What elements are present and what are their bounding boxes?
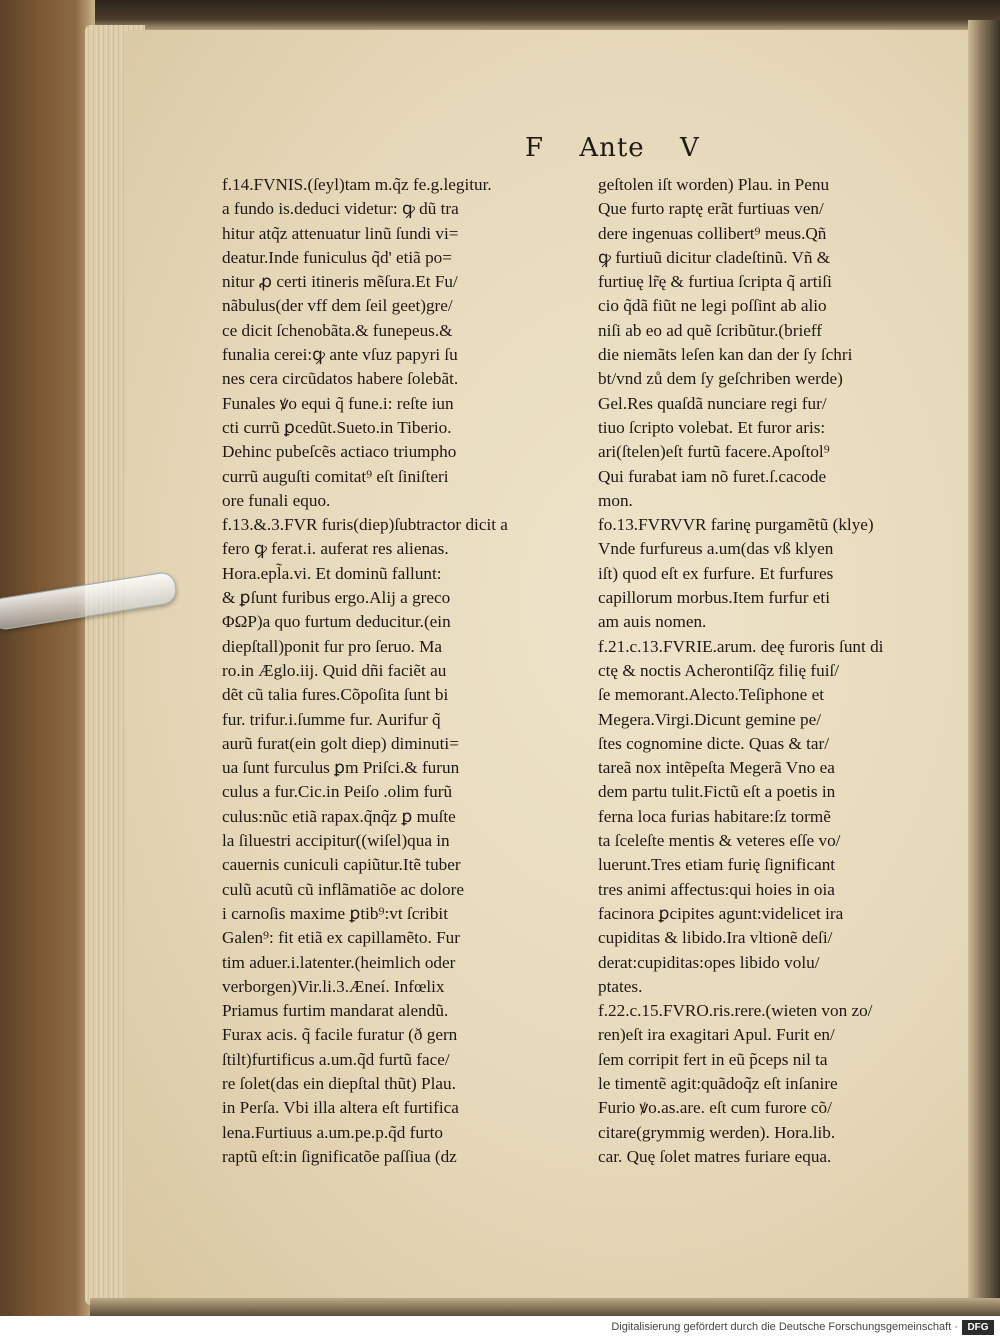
text-line: le timentẽ agit:quãdoq̃z eſt inſanire: [598, 1073, 838, 1093]
text-line: culus:nũc etiã rapax.q̃nq̃z ꝑ muſte: [222, 806, 456, 826]
dfg-logo: DFG: [962, 1320, 994, 1335]
text-line: nes cera circũdatos habere ſolebãt.: [222, 369, 459, 389]
text-line: ren)eſt ira exagitari Apul. Furit en/: [598, 1025, 835, 1045]
text-line: Hora.epl̃a.vi. Et dominũ fallunt:: [222, 563, 442, 583]
text-line: ari(ſtelen)eſt furtũ facere.Apoſtol⁹: [598, 442, 830, 462]
text-line: dere ingenuas collibert⁹ meus.Qñ: [598, 223, 827, 243]
text-line: die niemãts leſen kan dan der ſy ſchri: [598, 345, 853, 365]
text-line: i carnoſis maxime ꝑtib⁹:vt ſcribit: [222, 903, 448, 923]
text-line: Megera.Virgi.Dicunt gemine pe/: [598, 709, 821, 729]
text-line: a fundo is.deduci videtur: ꝙ dũ tra: [222, 199, 459, 219]
text-line: nãbulus(der vff dem ſeil geet)gre/: [222, 296, 453, 316]
text-line: ore funali equo.: [222, 490, 331, 510]
text-line: ce dicit ſchenobãta.& funepeus.&: [222, 320, 453, 340]
header-letter-left: F: [525, 133, 545, 163]
text-line: Funales ꝟo equi q̃ fune.i: reſte iun: [222, 393, 454, 413]
text-line: f.21.c.13.FVRIE.arum. deę furoris ſunt di: [598, 636, 884, 656]
header-letter-right: V: [679, 133, 700, 163]
text-line: Que furto raptę erãt furtiuas ven/: [598, 199, 824, 219]
text-line: aurũ furat(ein golt diep) diminuti=: [222, 733, 459, 753]
text-line: ſtilt)furtificus a.um.q̃d furtũ face/: [222, 1049, 450, 1069]
text-line: tareã nox intẽpeſta Megerã Vno ea: [598, 758, 835, 778]
text-line: facinora ꝑcipites agunt:videlicet ira: [598, 903, 844, 923]
text-line: fur. trifur.i.ſumme fur. Aurifur q̃: [222, 709, 441, 729]
text-line: funalia cerei:ꝙ ante vſuz papyri ſu: [222, 345, 458, 365]
text-line: ſtes cognomine dicte. Quas & tar/: [598, 733, 830, 753]
text-line: diepſtall)ponit fur pro ſeruo. Ma: [222, 636, 443, 656]
text-line: hitur atq̃z attenuatur linũ ſundi vi=: [222, 223, 459, 243]
text-line: Furax acis. q̃ facile furatur (ð gern: [222, 1025, 458, 1045]
text-line: Vnde furfureus a.um(das vß klyen: [598, 539, 834, 559]
text-line: geſtolen iſt worden) Plau. in Penu: [598, 175, 830, 194]
text-line: capillorum morbus.Item furfur eti: [598, 588, 830, 608]
text-line: f.14.FVNIS.(ſeyl)tam m.q̃z fe.g.legitur.: [222, 175, 492, 194]
text-line: cupiditas & libido.Ira vltionẽ deſi/: [598, 928, 833, 948]
funding-notice: Digitalisierung gefördert durch die Deutsche Forschungsgemeinschaft ·: [611, 1321, 958, 1333]
text-line: ΦΩΡ)a quo furtum deducitur.(ein: [222, 612, 451, 632]
left-text-column: [222, 173, 508, 1169]
text-line: ua ſunt furculus ꝑm Priſci.& furun: [222, 758, 460, 778]
text-line: ro.in Æglo.iij. Quid dñi faciẽt au: [222, 660, 447, 680]
running-header: [525, 133, 726, 163]
text-line: bt/vnd zů dem ſy geſchriben werde): [598, 369, 843, 389]
text-line: lena.Furtiuus a.um.pe.p.q̃d furto: [222, 1122, 444, 1142]
text-line: ſem corripit fert in eũ p̃ceps nil ta: [598, 1049, 828, 1069]
text-line: Galen⁹: fit etiã ex capillamẽto. Fur: [222, 928, 460, 948]
text-line: f.13.&.3.FVR furis(diep)ſubtractor dicit a: [222, 515, 508, 535]
book-top-edge: [90, 0, 1000, 32]
text-line: niſi ab eo ad quẽ ſcribũtur.(brieff: [598, 320, 822, 340]
text-line: verborgen)Vir.li.3.Æneí. Infœlix: [222, 976, 445, 996]
text-line: cio q̃dã fiũt ne legi poſſint ab alio: [598, 296, 827, 316]
text-line: la ſiluestri accipitur((wiſel)qua in: [222, 831, 450, 851]
text-line: furtiuę lr̃ę & furtiua ſcripta q̃ artiſi: [598, 272, 832, 292]
text-line: re ſolet(das ein diepſtal thũt) Plau.: [222, 1073, 456, 1093]
text-line: citare(grymmig werden). Hora.lib.: [598, 1122, 836, 1142]
text-line: & ꝑſunt furibus ergo.Alij a greco: [222, 588, 451, 608]
text-line: cauernis cuniculi capiũtur.Itẽ tuber: [222, 855, 461, 875]
text-line: f.22.c.15.FVRO.ris.rere.(wieten von zo/: [598, 1001, 873, 1021]
text-line: dẽt cũ talia fures.Cõpoſita ſunt bi: [222, 685, 449, 705]
text-line: Furio ꝟo.as.are. eſt cum furore cõ/: [598, 1098, 832, 1118]
text-line: Qui furabat iam nõ furet.ſ.cacode: [598, 466, 827, 486]
text-line: Gel.Res quaſdã nunciare regi fur/: [598, 393, 827, 413]
book-cover-left: [0, 0, 95, 1316]
text-line: cti currũ ꝑcedũt.Sueto.in Tiberio.: [222, 417, 452, 437]
text-line: ꝙ furtiuũ dicitur cladeſtinũ. Vñ &: [598, 247, 831, 267]
book-right-edge: [968, 20, 1000, 1316]
text-line: tres animi affectus:qui hoies in oia: [598, 879, 835, 899]
text-line: fero ꝙ ferat.i. auferat res alienas.: [222, 539, 449, 559]
text-line: culus a fur.Cic.in Peiſo .olim furũ: [222, 782, 453, 802]
text-line: Dehinc pubeſcẽs actiaco triumpho: [222, 442, 457, 462]
text-line: luerunt.Tres etiam furię ſignificant: [598, 855, 836, 875]
text-line: dem partu tulit.Fictũ eſt a poetis in: [598, 782, 836, 802]
text-line: ta ſceleſte mentis & veteres eſſe vo/: [598, 831, 841, 851]
text-line: iſt) quod eſt ex furfure. Et furfures: [598, 563, 834, 583]
text-line: nitur ꝓ certi itineris mẽſura.Et Fu/: [222, 272, 458, 292]
text-line: in Perſa. Vbi illa altera eſt furtifica: [222, 1098, 459, 1118]
text-line: raptũ eſt:in ſignificatõe paſſiua (dz: [222, 1146, 457, 1166]
text-line: deatur.Inde funiculus q̃d' etiã po=: [222, 247, 452, 267]
text-line: ferna loca furias habitare:ſz tormẽ: [598, 806, 831, 826]
text-line: fo.13.FVRVVR farinę purgamẽtũ (klye): [598, 515, 874, 535]
footer-bar: [0, 1316, 1000, 1340]
text-line: tim aduer.i.latenter.(heimlich oder: [222, 952, 456, 972]
text-line: culũ acutũ cũ inflãmatiõe ac dolore: [222, 879, 464, 899]
text-line: car. Quę ſolet matres furiare equa.: [598, 1146, 832, 1166]
text-line: tiuo ſcripto volebat. Et furor aris:: [598, 417, 826, 437]
header-middle: Ante: [579, 133, 645, 163]
text-line: mon.: [598, 490, 633, 510]
text-line: derat:cupiditas:opes libido volu/: [598, 952, 820, 972]
text-line: ctę & noctis Acherontiſq̃z filię fuiſ/: [598, 660, 840, 680]
text-line: Priamus furtim mandarat alendũ.: [222, 1001, 449, 1021]
text-line: ptates.: [598, 976, 643, 996]
right-text-column: [598, 173, 883, 1169]
text-line: currũ auguſti comitat⁹ eſt ſiniſteri: [222, 466, 449, 486]
text-line: am auis nomen.: [598, 612, 707, 632]
book-bottom-edge: [90, 1298, 1000, 1316]
text-line: ſe memorant.Alecto.Teſiphone et: [598, 685, 824, 705]
